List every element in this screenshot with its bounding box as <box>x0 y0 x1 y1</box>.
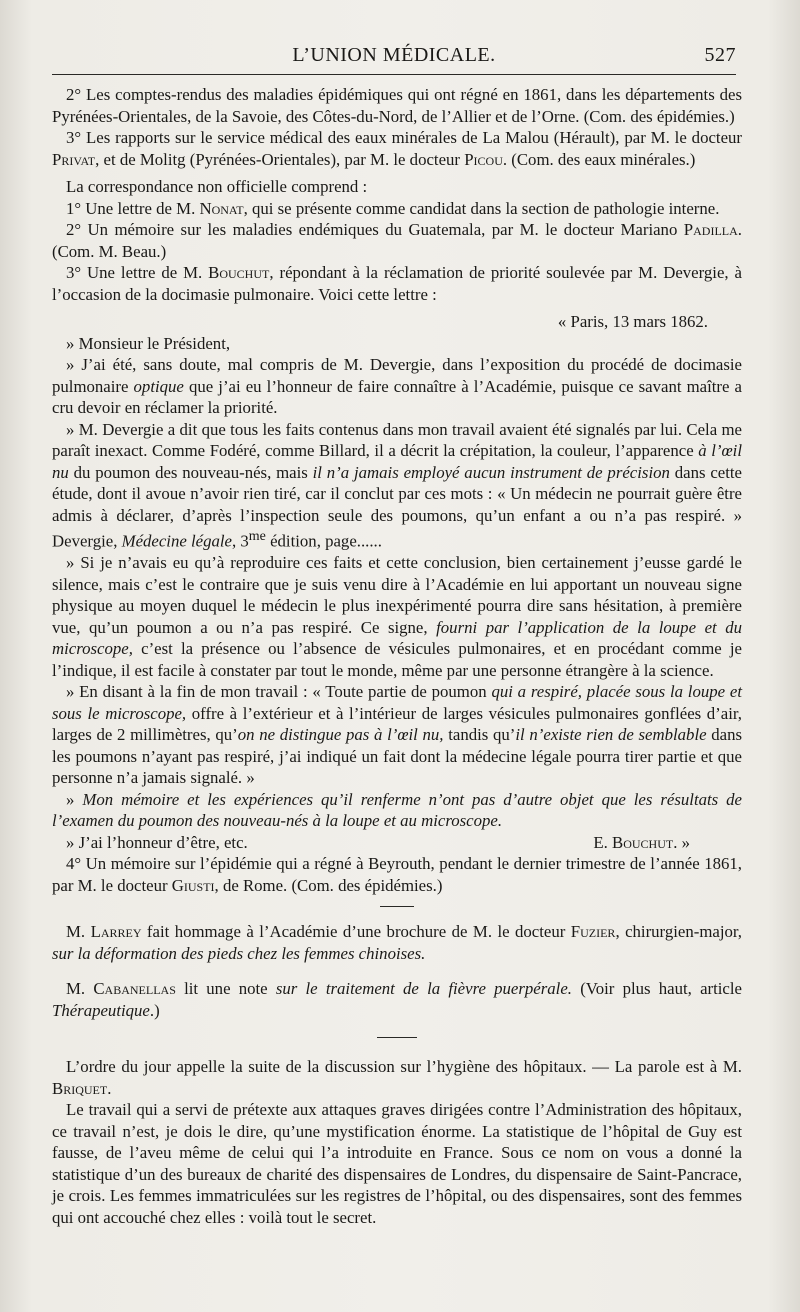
paragraph-order-of-day: L’ordre du jour appelle la suite de la discussion sur l’hygiène des hôpitaux. — La parole est à M. Briquet. <box>52 1057 742 1098</box>
page-number: 527 <box>704 44 736 66</box>
paragraph-correspondence-intro: La correspondance non officielle comprend : <box>66 177 368 196</box>
letter-paragraph-5: » Mon mémoire et les expériences qu’il renferme n’ont pas d’autre objet que les résultats de l’examen du poumon des nouveau-nés à la loupe et au microscope. <box>52 789 742 831</box>
letter-paragraph-1: » J’ai été, sans doute, mal compris de M. Devergie, dans l’exposition du procédé de docimasie pulmonaire optique que j’ai eu l’honneur de faire connaître à l’Académie, puisque ce savant maître a cru devoir en réclamer la priorité. <box>52 355 742 417</box>
author-name: Giusti <box>171 875 215 895</box>
author-name: Larrey <box>90 922 142 942</box>
letter-salutation: » Monsieur le Président, <box>66 333 231 353</box>
header-rule <box>52 74 736 75</box>
paragraph-beyrouth: 4° Un mémoire sur l’épidémie qui a régné à Beyrouth, pendant le dernier trimestre de l’année 1861, par M. le docteur Giusti, de Rome. (Com. des épidémies.) <box>52 854 742 895</box>
page-header <box>52 44 736 70</box>
letter-paragraph-4: » En disant à la fin de mon travail : « Toute partie de poumon qui a respiré, placée sous la loupe et sous le microscope, offre à l’extérieur et à l’intérieur de larges vésicules pulmonaires gonflées d’air, larges de 2 millimètres, qu’on ne distingue pas à l’œil nu, tandis qu’il n’existe rien de semblable dans les poumons n’ayant pas respiré, j’ai indiqué un fait dont la médecine légale pourra tirer partie et que personne n’a jamais signalé. » <box>52 682 743 788</box>
author-name: Nonat <box>199 198 244 218</box>
paragraph-bouchut-letter: 3° Une lettre de M. Bouchut, répondant à la réclamation de priorité soulevée par M. Devergie, à l’occasion de la docimasie pulmonaire. Voici cette lettre : <box>52 263 742 304</box>
author-name: Cabanellas <box>93 979 176 999</box>
author-name: Bouchut <box>208 263 270 282</box>
letter-signature: E. Bouchut. » <box>593 832 690 852</box>
paragraph-epidemic-reports: 2° Les comptes-rendus des maladies épidémiques qui ont régné en 1861, dans les départements des Pyrénées-Orientales, de la Savoie, des Côtes-du-Nord, de l’Allier et de l’Orne. (Com. des épidémies.) <box>52 85 742 126</box>
paragraph-guatemala: 2° Un mémoire sur les maladies endémiques du Guatemala, par M. le docteur Mariano Padilla. (Com. M. Beau.) <box>52 220 742 261</box>
body-text <box>52 84 742 1228</box>
letter-paragraph-3: » Si je n’avais eu qu’à reproduire ces faits et cette conclusion, bien certainement j’eusse gardé le silence, mais c’est le contraire que je suis venu dire à l’Académie en lui apportant un nouveau signe physique au moyen duquel le médecin le plus inexpérimenté pourra dire sans hésitation, à première vue, qu’un poumon a ou n’a pas respiré. Ce signe, fourni par l’application de la loupe et du microscope, c’est la présence ou l’absence de vésicules pulmonaires, et en procédant comme je l’indique, il est facile à constater par tout le monde, même par une personne étrangère à la science. <box>52 553 742 680</box>
author-name: Padilla <box>683 220 738 239</box>
letter-closing: » J’ai l’honneur d’être, etc. E. Bouchut. » <box>66 832 690 852</box>
running-title: L’UNION MÉDICALE. <box>292 44 496 66</box>
section-divider <box>380 906 414 907</box>
author-name: Fuzier <box>570 922 616 942</box>
letter-paragraph-2: » M. Devergie a dit que tous les faits contenus dans mon travail avaient été signalés par lui. Cela me paraît inexact. Comme Fodéré, comme Billard, il a décrit la crépitation, la couleur, l’apparence à l’œil nu du poumon des nouveau-nés, mais il n’a jamais employé aucun instrument de précision dans cette étude, dont il avoue n’avoir rien tiré, car il conclut par ces mots : « Un médecin ne pourrait guère être admis à déclarer, d’après l’inspection seule des poumons, qu’un enfant a ou n’a pas respiré. » Devergie, Médecine légale, $3^{me}$ édition, page...... <box>52 419 742 551</box>
letter-dateline: « Paris, 13 mars 1862. <box>557 312 708 331</box>
author-name: Picou <box>464 149 503 169</box>
section-divider <box>377 1037 417 1038</box>
author-name: Privat <box>52 149 96 169</box>
paragraph-briquet-speech: Le travail qui a servi de prétexte aux attaques graves dirigées contre l’Administration des hôpitaux, ce travail n’est, je dois le dire, qu’une mystification énorme. La statistique de l’hôpital de Guy est fausse, de l’aveu même de celui qui l’a introduite en France. Sous ce nom on vous a donné la statistique d’un des bureaux de charité des dispensaires de Londres, du dispensaire de Saint-Pancrace, je crois. Les femmes immatriculées sur les registres de l’hôpital, ou des dispensaires, sont des femmes qui ont accouché chez elles : voilà tout le secret. <box>52 1100 742 1227</box>
author-name: Briquet <box>52 1078 108 1098</box>
paragraph-larrey: M. Larrey fait hommage à l’Académie d’une brochure de M. le docteur Fuzier, chirurgien-major, sur la déformation des pieds chez les femmes chinoises. <box>52 922 742 963</box>
paragraph-cabanellas: M. Cabanellas lit une note sur le traitement de la fièvre puerpérale. (Voir plus haut, article Thérapeutique.) <box>52 979 742 1020</box>
paragraph-mineral-waters: 3° Les rapports sur le service médical des eaux minérales de La Malou (Hérault), par M. le docteur Privat, et de Molitg (Pyrénées-Orientales), par M. le docteur Picou. (Com. des eaux minérales.) <box>52 128 742 169</box>
paragraph-nonat-letter: 1° Une lettre de M. Nonat, qui se présente comme candidat dans la section de pathologie interne. <box>66 198 720 218</box>
